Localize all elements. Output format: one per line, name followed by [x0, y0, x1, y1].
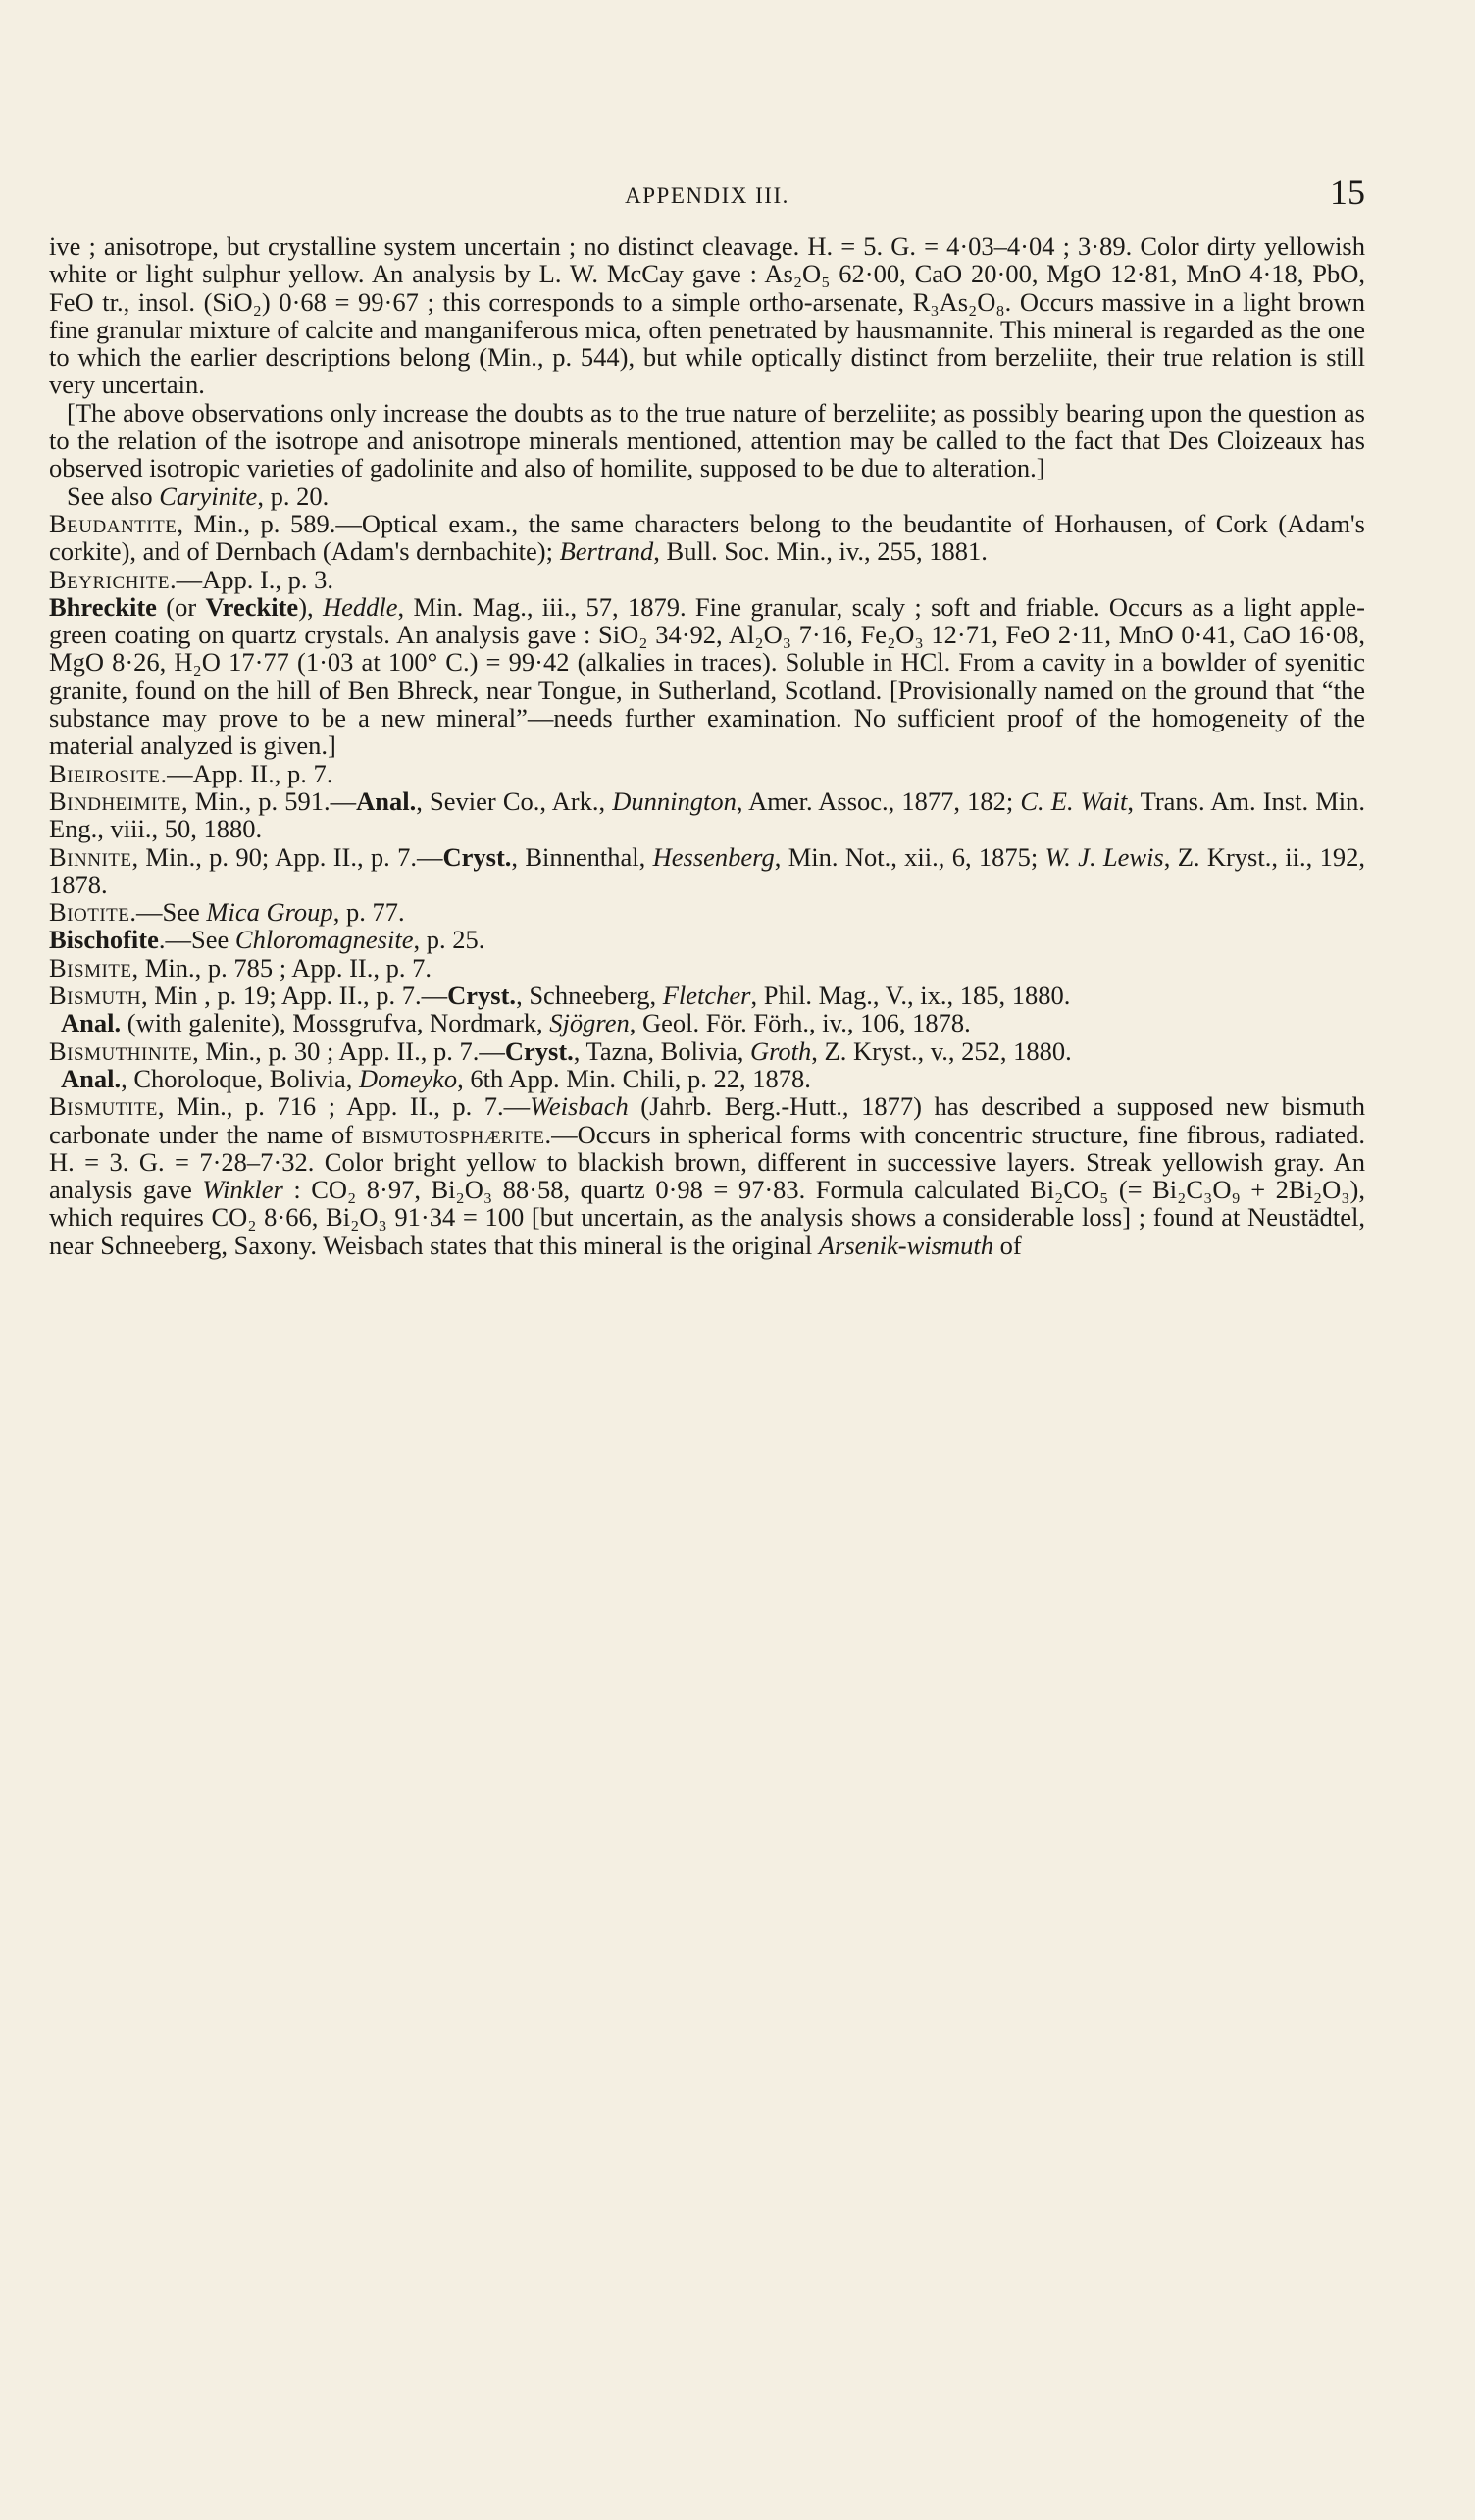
- cross-reference: Mica Group: [206, 897, 333, 928]
- entry-text: , Z. Kryst., ii., 192, 1878.: [49, 841, 1365, 899]
- author: Winkler: [202, 1175, 283, 1205]
- entry-text: , Min. Mag., iii., 57, 1879. Fine granular, scaly ; soft and friable. Occurs as a light apple-green coating on quartz crystals. An analysis gave : SiO₂ 34·92, Al₂O₃ 7·16, Fe₂O₃ 12·71, FeO 2·11, MnO 0·41, CaO 16·08, MgO 8·26, H₂O 17·77 (1·03 at 100° C.) = 99·42 (alkalies in traces). Soluble in HCl. From a cavity in a bowlder of syenitic granite, found on the hill of Ben Bhreck, near Tongue, in Sutherland, Scotland. [Provisionally named on the ground that “the substance may prove to be a new mineral”—needs further examination. No sufficient proof of the homogeneity of the material analyzed is given.]: [49, 591, 1365, 761]
- entry-text: , Min. Not., xii., 6, 1875;: [774, 841, 1045, 872]
- author: C. E. Wait: [1020, 785, 1128, 816]
- entry-text: , p. 25.: [413, 925, 485, 955]
- entry-name: Bindheimite: [49, 785, 182, 816]
- entry-text: , Binnenthal,: [511, 841, 653, 872]
- cross-reference: Arsenik-wismuth: [818, 1230, 993, 1260]
- entry-name: Bismuthinite: [49, 1035, 193, 1066]
- entry-text: , Bull. Soc. Min., iv., 255, 1881.: [653, 536, 988, 567]
- entry-bismuth: [49, 982, 1365, 1037]
- author: Groth: [749, 1035, 812, 1066]
- alternate-name: Vreckite: [205, 591, 299, 622]
- section-label: Cryst.: [442, 841, 512, 872]
- running-head: APPENDIX III.: [625, 183, 789, 208]
- section-label: Anal.: [356, 785, 417, 816]
- entry-name: Bieirosite: [49, 758, 161, 788]
- entry-bismuthinite: [49, 1037, 1365, 1093]
- entry-text: .—App. II., p. 7.: [160, 758, 333, 788]
- entry-text: .—See: [158, 925, 235, 955]
- section-label: Anal.: [61, 1008, 122, 1038]
- entry-text: .—App. I., p. 3.: [169, 564, 334, 594]
- page-number: 15: [1330, 173, 1365, 212]
- author: W. J. Lewis: [1044, 841, 1164, 872]
- entry-text: .—Occurs in spherical forms with concentric structure, fine fibrous, radiated. H. = 3. G. = 7·28–7·32. Color bright yellow to blackish brown, different in successive layers. Streak yellowish gray. An analysis gave: [49, 1119, 1365, 1205]
- see-also-text: See also: [67, 480, 160, 511]
- cross-reference: Caryinite: [159, 480, 258, 511]
- entry-name: Biotite: [49, 897, 130, 928]
- paragraph-editorial-note: [The above observations only increase the doubts as to the true nature of berzeliite; as possibly bearing upon the question as to the relation of the isotrope and anisotrope minerals mentioned, attention may be called to the fact that Des Cloizeaux has observed isotropic varieties of gadolinite and also of homilite, supposed to be due to alteration.]: [49, 397, 1365, 483]
- see-also-page: , p. 20.: [257, 480, 330, 511]
- entry-bieirosite: [49, 760, 1365, 787]
- entry-text: , Trans. Am. Inst. Min. Eng., viii., 50, 1880.: [49, 785, 1366, 844]
- entry-name: Bismuth: [49, 981, 142, 1011]
- author: Heddle: [322, 591, 398, 622]
- entry-name: Bismite: [49, 952, 132, 983]
- entry-text: , Geol. För. Förh., iv., 106, 1878.: [629, 1008, 971, 1038]
- entry-text: , Choroloque, Bolivia,: [121, 1063, 360, 1093]
- entry-bischofite: [49, 926, 1365, 953]
- entry-text: , Tazna, Bolivia,: [573, 1035, 750, 1066]
- entry-text: , Min., p. 589.—Optical exam., the same characters belong to the beudantite of Horhausen, of Cork (Adam's corkite), and of Dernbach (Adam's dernbachite);: [49, 508, 1365, 567]
- entry-text: , Min., p. 785 ; App. II., p. 7.: [131, 952, 432, 983]
- author: Sjögren: [549, 1008, 630, 1038]
- page-header: [49, 172, 1365, 221]
- entry-bismutite: [49, 1092, 1365, 1259]
- entry-text: .—See: [129, 897, 207, 928]
- entry-text: , Sevier Co., Ark.,: [416, 785, 613, 816]
- paragraph-berzeliite-continued: ive ; anisotrope, but crystalline system uncertain ; no distinct cleavage. H. = 5. G. = 4·03–4·04 ; 3·89. Color dirty yellowish white or light sulphur yellow. An analysis by L. W. McCay gave : As₂O₅ 62·00, CaO 20·00, MgO 12·81, MnO 4·18, PbO, FeO tr., insol. (SiO₂) 0·68 = 99·67 ; this corresponds to a simple ortho-arsenate, R₃As₂O₈. Occurs massive in a light brown fine granular mixture of calcite and manganiferous mica, often penetrated by hausmannite. This mineral is regarded as the one to which the earlier descriptions belong (Min., p. 544), but while optically distinct from berzeliite, their true relation is still very uncertain.: [49, 231, 1365, 400]
- entry-text: , Schneeberg,: [516, 981, 663, 1011]
- entry-bismite: [49, 954, 1365, 982]
- author: Bertrand: [559, 536, 654, 567]
- entry-text: (with galenite), Mossgrufva, Nordmark,: [121, 1008, 550, 1038]
- entry-bindheimite: [49, 787, 1365, 843]
- entry-text: , Min., p. 591.—: [181, 785, 357, 816]
- entry-text: ),: [298, 591, 323, 622]
- entry-name: Beyrichite: [49, 564, 170, 594]
- entry-text: , 6th App. Min. Chili, p. 22, 1878.: [457, 1063, 811, 1093]
- entry-beudantite: [49, 510, 1365, 566]
- author: Fletcher: [662, 981, 751, 1011]
- entry-text: (Jahrb. Berg.-Hutt., 1877) has described a supposed new bismuth carbonate under the name of: [49, 1091, 1365, 1149]
- entry-text: , Min., p. 716 ; App. II., p. 7.—: [157, 1091, 531, 1122]
- author: Hessenberg: [652, 841, 775, 872]
- entry-text: , Min , p. 19; App. II., p. 7.—: [141, 981, 448, 1011]
- paragraph-see-also: [49, 482, 1365, 510]
- author: Domeyko: [359, 1063, 458, 1093]
- entry-text: of: [992, 1230, 1022, 1260]
- entry-bhreckite: [49, 593, 1365, 760]
- entry-name: Bismutite: [49, 1091, 158, 1122]
- entry-text: , Z. Kryst., v., 252, 1880.: [811, 1035, 1072, 1066]
- entry-binnite: [49, 843, 1365, 899]
- section-label: Anal.: [61, 1063, 122, 1093]
- entry-text: , p. 77.: [332, 897, 405, 928]
- entry-name: Binnite: [49, 841, 132, 872]
- entry-text: , Amer. Assoc., 1877, 182;: [736, 785, 1021, 816]
- cross-reference: Chloromagnesite: [234, 925, 414, 955]
- entry-text: : CO₂ 8·97, Bi₂O₃ 88·58, quartz 0·98 = 97·83. Formula calculated Bi₂CO₅ (= Bi₂C₃O₉ + 2Bi₂O₃), which requires CO₂ 8·66, Bi₂O₃ 91·34 = 100 [but uncertain, as the analysis shows a considerable loss] ; found at Neustädtel, near Schneeberg, Saxony. Weisbach states that this mineral is the original: [49, 1175, 1365, 1260]
- entry-beyrichite: [49, 566, 1365, 593]
- entry-text: (or: [156, 591, 206, 622]
- entry-text: , Phil. Mag., V., ix., 185, 1880.: [750, 981, 1071, 1011]
- entry-name: Bischofite: [49, 925, 159, 955]
- author: Weisbach: [530, 1091, 629, 1122]
- section-label: Cryst.: [504, 1035, 574, 1066]
- entry-name: Beudantite: [49, 508, 178, 538]
- entry-text: , Min., p. 30 ; App. II., p. 7.—: [192, 1035, 505, 1066]
- new-mineral-name: bismutosphærite: [361, 1119, 545, 1149]
- entry-biotite: [49, 898, 1365, 926]
- entry-text: , Min., p. 90; App. II., p. 7.—: [131, 841, 443, 872]
- author: Dunnington: [612, 785, 737, 816]
- section-label: Cryst.: [447, 981, 517, 1011]
- entry-name: Bhreckite: [49, 591, 157, 622]
